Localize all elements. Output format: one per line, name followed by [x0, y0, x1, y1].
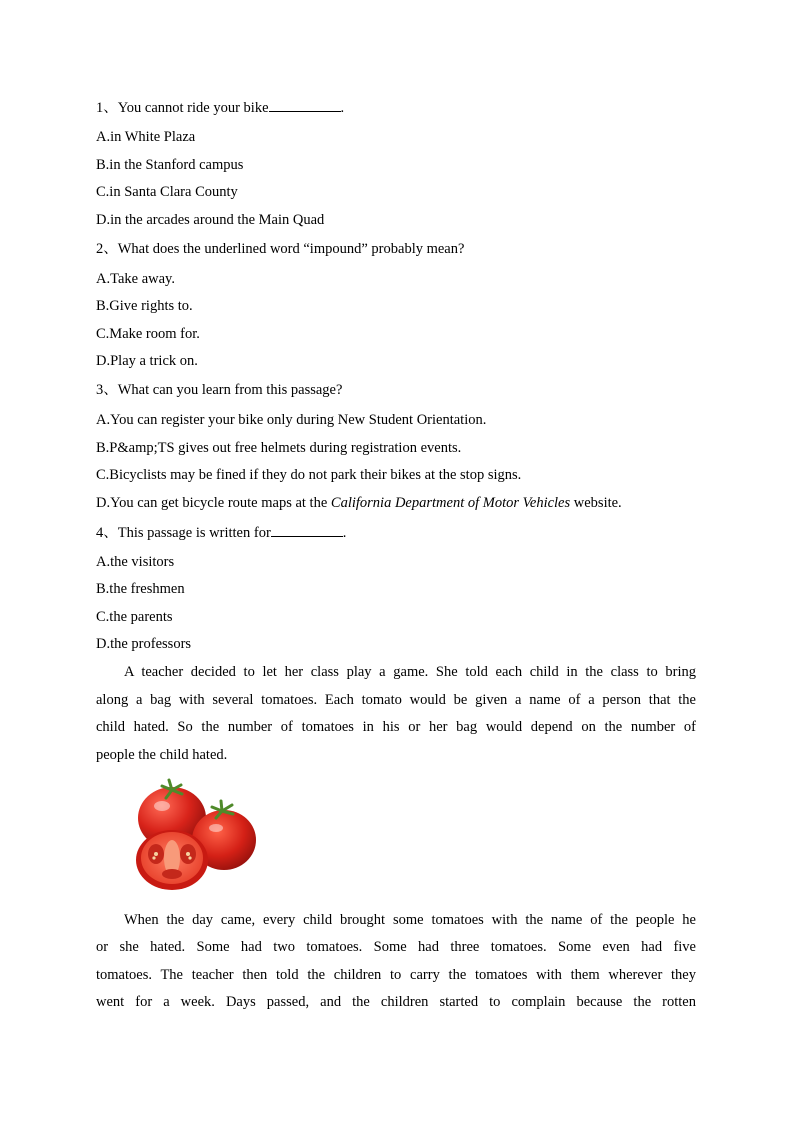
passage-paragraph-1-line: child hated. So the number of tomatoes in his or her bag would depend on the number of	[96, 719, 696, 735]
question-4-text: 4、This passage is written for	[96, 525, 271, 541]
question-4-option-c: C.the parents	[96, 609, 173, 625]
passage-paragraph-2-line: went for a week. Days passed, and the children started to complain because the rotten	[96, 994, 696, 1010]
passage-paragraph-1-line: along a bag with several tomatoes. Each tomato would be given a name of a person that the	[96, 692, 696, 708]
passage-paragraph-1-line: A teacher decided to let her class play a game. She told each child in the class to bring	[124, 664, 696, 680]
question-4-option-b: B.the freshmen	[96, 581, 185, 597]
question-4-end: .	[342, 525, 347, 541]
question-2-option-b: B.Give rights to.	[96, 298, 193, 314]
option-d-end-text: website.	[570, 495, 622, 511]
tomatoes-illustration	[132, 778, 260, 894]
question-2-option-d: D.Play a trick on.	[96, 353, 198, 369]
question-4-option-a: A.the visitors	[96, 554, 175, 570]
question-2-option-a: A.Take away.	[96, 271, 175, 287]
question-1-option-a: A.in White Plaza	[96, 129, 196, 145]
passage-paragraph-2-line: When the day came, every child brought some tomatoes with the name of the people he	[124, 912, 696, 928]
option-d-text: D.You can get bicycle route maps at the	[96, 495, 331, 511]
passage-paragraph-2-line: tomatoes. The teacher then told the children to carry the tomatoes with them wherever they	[96, 967, 696, 983]
question-1-option-b: B.in the Stanford campus	[96, 157, 244, 173]
question-3-stem: 3、What can you learn from this passage?	[96, 382, 343, 398]
question-1-end: .	[340, 100, 345, 116]
question-2-option-c: C.Make room for.	[96, 326, 200, 342]
question-1-option-c: C.in Santa Clara County	[96, 184, 238, 200]
question-3-option-d	[96, 494, 622, 512]
question-1-text: 1、You cannot ride your bike	[96, 100, 269, 116]
question-2-stem: 2、What does the underlined word “impound” probably mean?	[96, 241, 465, 257]
question-3-option-b: B.P&amp;TS gives out free helmets during registration events.	[96, 440, 462, 456]
question-3-option-a: A.You can register your bike only during New Student Orientation.	[96, 412, 487, 428]
answer-blank	[271, 523, 343, 537]
answer-blank	[269, 98, 341, 112]
passage-paragraph-2-line: or she hated. Some had two tomatoes. Some had three tomatoes. Some even had five	[96, 939, 696, 955]
question-1-stem	[96, 98, 344, 117]
question-4-stem	[96, 523, 346, 542]
question-1-option-d: D.in the arcades around the Main Quad	[96, 212, 325, 228]
option-d-italic-text: California Department of Motor Vehicles	[330, 495, 571, 511]
question-3-option-c: C.Bicyclists may be fined if they do not park their bikes at the stop signs.	[96, 467, 522, 483]
passage-paragraph-1-line: people the child hated.	[96, 747, 228, 763]
question-4-option-d: D.the professors	[96, 636, 192, 652]
